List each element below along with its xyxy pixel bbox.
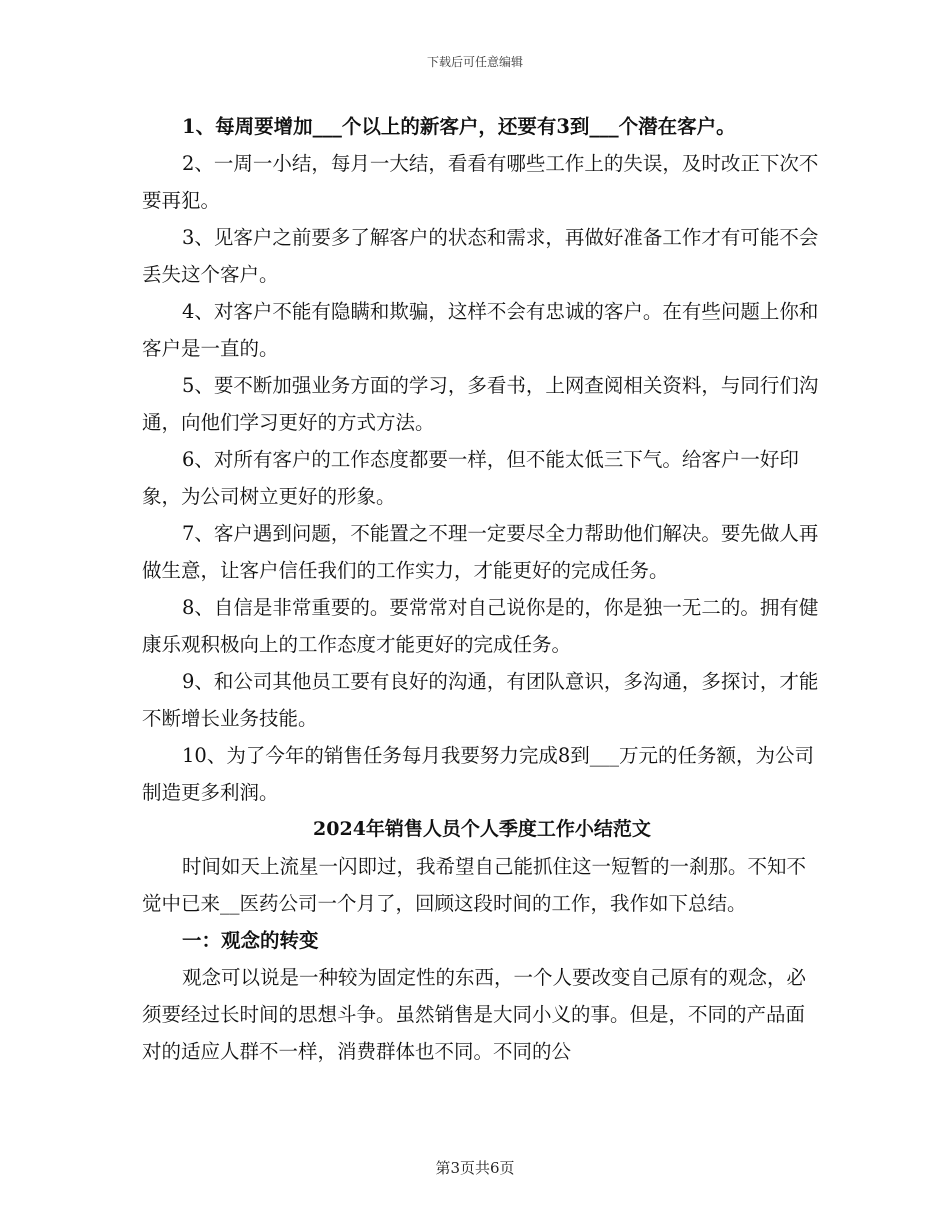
list-item-4: 4、对客户不能有隐瞒和欺骗，这样不会有忠诚的客户。在有些问题上你和客户是一直的。 <box>142 300 819 360</box>
list-item-7: 7、客户遇到问题，不能置之不理一定要尽全力帮助他们解决。要先做人再做生意，让客户信任我们的工作实力，才能更好的完成任务。 <box>142 522 819 582</box>
section-heading: 一：观念的转变 <box>182 929 319 952</box>
article-intro: 时间如天上流星一闪即过，我希望自己能抓住这一短暂的一刹那。不知不觉中已来__医药公司一个月了，回顾这段时间的工作，我作如下总结。 <box>142 855 807 915</box>
list-item-9: 9、和公司其他员工要有良好的沟通，有团队意识，多沟通，多探讨，才能不断增长业务技能。 <box>142 670 819 730</box>
list-item-8: 8、自信是非常重要的。要常常对自己说你是的，你是独一无二的。拥有健康乐观积极向上的工作态度才能更好的完成任务。 <box>142 596 819 656</box>
article-title: 2024年销售人员个人季度工作小结范文 <box>313 818 651 840</box>
list-item-6: 6、对所有客户的工作态度都要一样，但不能太低三下气。给客户一好印象，为公司树立更好的形象。 <box>142 448 799 508</box>
list-item-10: 10、为了今年的销售任务每月我要努力完成8到___万元的任务额，为公司制造更多利润。 <box>142 744 814 804</box>
list-item-2: 2、一周一小结，每月一大结，看看有哪些工作上的失误，及时改正下次不要再犯。 <box>142 152 819 212</box>
page-footer: 第3页共6页 <box>435 1159 515 1177</box>
section-body: 观念可以说是一种较为固定性的东西，一个人要改变自己原有的观念，必须要经过长时间的思想斗争。虽然销售是大同小义的事。但是，不同的产品面对的适应人群不一样，消费群体也不同。不同的公 <box>142 966 807 1063</box>
list-item-1: 1、每周要增加___个以上的新客户，还要有3到___个潜在客户。 <box>182 115 736 138</box>
document-body <box>142 108 822 1070</box>
list-item-5: 5、要不断加强业务方面的学习，多看书，上网查阅相关资料，与同行们沟通，向他们学习更好的方式方法。 <box>142 374 819 434</box>
list-item-3: 3、见客户之前要多了解客户的状态和需求，再做好准备工作才有可能不会丢失这个客户。 <box>142 226 819 286</box>
page-header: 下载后可任意编辑 <box>426 55 523 69</box>
